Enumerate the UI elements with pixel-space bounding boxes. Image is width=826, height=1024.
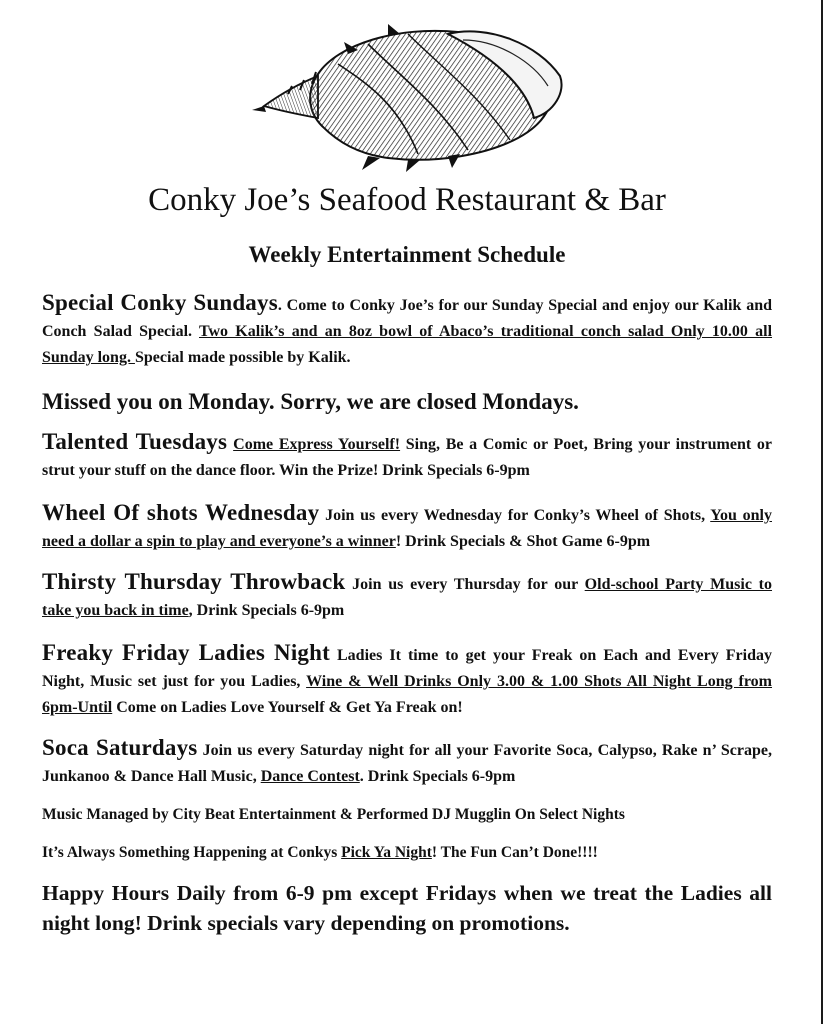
music-credit-text: Music Managed by City Beat Entertainment & Performed DJ Mugglin On Select Nights bbox=[42, 806, 625, 823]
conch-shell-icon bbox=[248, 14, 570, 172]
restaurant-title: Conky Joe’s Seafood Restaurant & Bar bbox=[148, 182, 666, 218]
tuesday-tagline: Come Express Yourself! bbox=[233, 436, 401, 453]
sunday-special-offer: Two Kalik’s and an 8oz bowl of Abaco’s traditional conch salad Only 10.00 all Sunday long. bbox=[42, 323, 773, 366]
monday-section bbox=[42, 387, 772, 417]
friday-offer: Wine & Well Drinks Only 3.00 & 1.00 Shots All Night Long from 6pm-Until bbox=[42, 673, 773, 716]
tuesday-heading: Talented Tuesdays bbox=[42, 429, 228, 454]
thursday-section bbox=[42, 569, 772, 624]
fun-cant-done-text: ! The Fun Can’t Done!!!! bbox=[431, 844, 598, 861]
friday-section bbox=[42, 640, 772, 721]
schedule-content bbox=[42, 290, 772, 938]
friday-closing-text: Come on Ladies Love Yourself & Get Ya Freak on! bbox=[112, 699, 463, 716]
friday-heading: Freaky Friday Ladies Night bbox=[42, 640, 330, 665]
always-happening bbox=[42, 840, 772, 866]
sunday-heading: Special Conky Sundays bbox=[42, 290, 278, 315]
music-credit bbox=[42, 802, 772, 828]
sunday-sponsor-note: Special made possible by Kalik. bbox=[134, 349, 351, 366]
wednesday-drink-specials: ! Drink Specials & Shot Game 6-9pm bbox=[395, 533, 651, 550]
wednesday-section bbox=[42, 500, 772, 555]
thursday-offer: Old-school Party Music to take you back in time bbox=[42, 576, 773, 619]
wednesday-text: Join us every Wednesday for Conky’s Wheel of Shots, bbox=[319, 507, 711, 524]
tuesday-section bbox=[42, 429, 772, 484]
saturday-text: Join us every Saturday night for all your Favorite Soca, Calypso, Rake n’ Scrape, Junkanoo & Dance Hall Music, bbox=[42, 742, 773, 785]
sunday-section bbox=[42, 290, 772, 371]
happy-hours-text: Happy Hours Daily from 6-9 pm except Fridays when we treat the Ladies all night long! Drink specials vary depending on promotions. bbox=[42, 881, 772, 935]
saturday-dance-contest: Dance Contest bbox=[260, 768, 360, 785]
happy-hours-section bbox=[42, 878, 772, 938]
schedule-subtitle: Weekly Entertainment Schedule bbox=[248, 242, 566, 267]
tuesday-text: Sing, Be a Comic or Poet, Bring your instrument or strut your stuff on the dance floor. Win the Prize! Drink Specials 6-9pm bbox=[42, 436, 772, 479]
wednesday-heading: Wheel Of shots Wednesday bbox=[42, 500, 320, 525]
sunday-text: . Come to Conky Joe’s for our Sunday Special and enjoy our Kalik and Conch Salad Special. bbox=[42, 297, 772, 340]
monday-closed-text: Missed you on Monday. Sorry, we are closed Mondays. bbox=[42, 389, 579, 414]
thursday-heading: Thirsty Thursday Throwback bbox=[42, 569, 346, 594]
thursday-drink-specials: , Drink Specials 6-9pm bbox=[188, 602, 345, 619]
saturday-section bbox=[42, 735, 772, 790]
wednesday-offer: You only need a dollar a spin to play and everyone’s a winner bbox=[42, 507, 772, 550]
saturday-heading: Soca Saturdays bbox=[42, 735, 198, 760]
thursday-text: Join us every Thursday for our bbox=[345, 576, 585, 593]
page-edge-border bbox=[821, 0, 823, 1024]
always-happening-text: It’s Always Something Happening at Conkys bbox=[42, 844, 342, 861]
friday-text: Ladies It time to get your Freak on Each and Every Friday Night, Music set just for you Ladies, bbox=[42, 647, 772, 690]
saturday-drink-specials: . Drink Specials 6-9pm bbox=[359, 768, 516, 785]
pick-ya-night: Pick Ya Night bbox=[341, 844, 432, 861]
